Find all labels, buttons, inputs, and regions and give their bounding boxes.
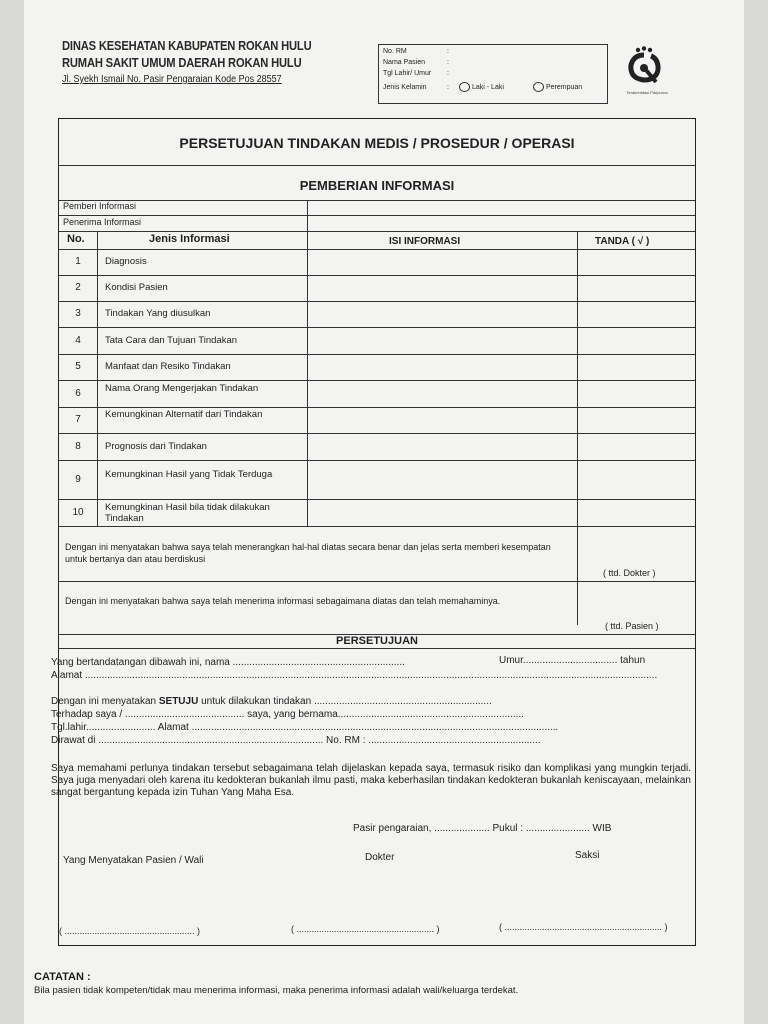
form-title: PERSETUJUAN TINDAKAN MEDIS / PROSEDUR / OPERASI: [179, 135, 575, 151]
consent-form: [51, 118, 696, 946]
header-address: Jl. Syekh Ismail No. Pasir Pengaraian Kode Pos 28557: [62, 74, 282, 85]
field-terhadap: Terhadap saya / ........................................... saya, yang bernama...................................................................: [51, 709, 524, 720]
catatan-title: CATATAN :: [34, 971, 91, 983]
col-header-jenis: Jenis Informasi: [149, 233, 230, 245]
statement-dokter: Dengan ini menyatakan bahwa saya telah menerangkan hal-hal diatas secara benar dan jelas serta memberi kesempatan untuk bertanya dan atau berdiskusi: [65, 542, 551, 564]
col-header-tanda: TANDA ( √ ): [595, 236, 650, 247]
header-line-1: DINAS KESEHATAN KABUPATEN ROKAN HULU: [62, 38, 312, 53]
col-header-no: No.: [67, 233, 85, 245]
sig-line-pasien: ( .................................................... ): [59, 926, 201, 936]
sig-label-dokter: Dokter: [365, 852, 395, 863]
label-penerima-informasi: Penerima Informasi: [63, 217, 142, 227]
sig-line-dokter: ( ....................................................... ): [291, 924, 440, 934]
row-label: Diagnosis: [105, 256, 147, 267]
label-jenis-kelamin: Jenis Kelamin: [383, 84, 427, 91]
row-number: 7: [75, 414, 81, 425]
label-pemberi-informasi: Pemberi Informasi: [63, 201, 137, 211]
field-umur: Umur.................................. tahun: [499, 655, 646, 666]
row-label: Tindakan Yang diusulkan: [105, 308, 211, 319]
field-tempat-waktu: Pasir pengaraian, .................... Pukul : ....................... WIB: [353, 823, 612, 834]
accreditation-logo-icon: [624, 46, 664, 86]
row-number: 6: [75, 387, 81, 399]
ttd-dokter: ( ttd. Dokter ): [603, 568, 656, 578]
logo-caption: Terakreditasi Paripurna: [626, 90, 668, 95]
radio-female[interactable]: Perempuan: [533, 82, 582, 92]
row-number: 3: [75, 308, 81, 319]
label-tgl-lahir: Tgl Lahir/ Umur: [383, 70, 432, 77]
header-line-2: RUMAH SAKIT UMUM DAERAH ROKAN HULU: [62, 55, 302, 70]
row-number: 9: [75, 473, 81, 485]
field-nama: Yang bertandatangan dibawah ini, nama ..............................................................: [51, 657, 405, 668]
radio-male[interactable]: Laki - Laki: [459, 82, 504, 92]
row-label: Prognosis dari Tindakan: [105, 440, 207, 452]
field-tgl-lahir: Tgl.lahir......................... Alamat ....................................................................................................................................: [51, 722, 559, 733]
sig-label-saksi: Saksi: [575, 850, 600, 861]
row-number: 1: [75, 256, 81, 267]
field-dirawat: Dirawat di ................................................................................. No. RM : ..............................................................: [51, 735, 541, 746]
label-no-rm: No. RM: [383, 48, 407, 55]
row-label: Kemungkinan Alternatif dari Tindakan: [105, 409, 263, 420]
label-nama-pasien: Nama Pasien: [383, 59, 426, 66]
sig-label-pasien: Yang Menyatakan Pasien / Wali: [63, 855, 204, 866]
row-number: 4: [75, 334, 81, 346]
row-label: Kemungkinan Hasil bila tidak dilakukan Tindakan: [105, 501, 270, 524]
catatan-text: Bila pasien tidak kompeten/tidak mau menerima informasi, maka penerima informasi adalah wali/keluarga terdekat.: [34, 985, 519, 996]
row-label: Tata Cara dan Tujuan Tindakan: [105, 334, 238, 346]
row-number: 2: [75, 282, 81, 293]
row-label: Manfaat dan Resiko Tindakan: [105, 361, 231, 372]
paragraph-memahami: Saya memahami perlunya tindakan tersebut sebagaimana telah dijelaskan kepada saya, termasuk risiko dan komplikasi yang mungkin terjadi. Saya juga menyadari oleh karena itu kedokteran bukanlah ilmu pasti, maka keberhasilan tindakan kedokteran bukanlah keniscayaan, melainkan sangat bergantung kepada izin Tuhan Yang Maha Esa.: [51, 763, 691, 798]
ttd-pasien: ( ttd. Pasien ): [605, 621, 659, 631]
sig-line-saksi: ( ............................................................... ): [499, 922, 668, 932]
row-number: 8: [75, 440, 81, 452]
section-pemberian-informasi: PEMBERIAN INFORMASI: [299, 178, 455, 193]
row-number: 5: [75, 361, 81, 372]
field-alamat: Alamat ..............................................................................................................................................................................................................: [51, 670, 658, 681]
patient-id-box: No. RM : Nama Pasien : Tgl Lahir/ Umur : Jenis Kelamin : Laki - Laki Perempuan: [378, 44, 608, 104]
section-persetujuan: PERSETUJUAN: [336, 635, 418, 647]
row-label: Kondisi Pasien: [105, 282, 168, 293]
row-label: Kemungkinan Hasil yang Tidak Terduga: [105, 468, 273, 480]
col-header-isi: ISI INFORMASI: [389, 236, 461, 247]
row-label: Nama Orang Mengerjakan Tindakan: [105, 382, 259, 394]
statement-pasien: Dengan ini menyatakan bahwa saya telah menerima informasi sebagaimana diatas dan telah memahaminya.: [65, 596, 501, 606]
field-setuju: Dengan ini menyatakan SETUJU untuk dilakukan tindakan ................................................................: [51, 696, 492, 707]
row-number: 10: [72, 506, 84, 518]
